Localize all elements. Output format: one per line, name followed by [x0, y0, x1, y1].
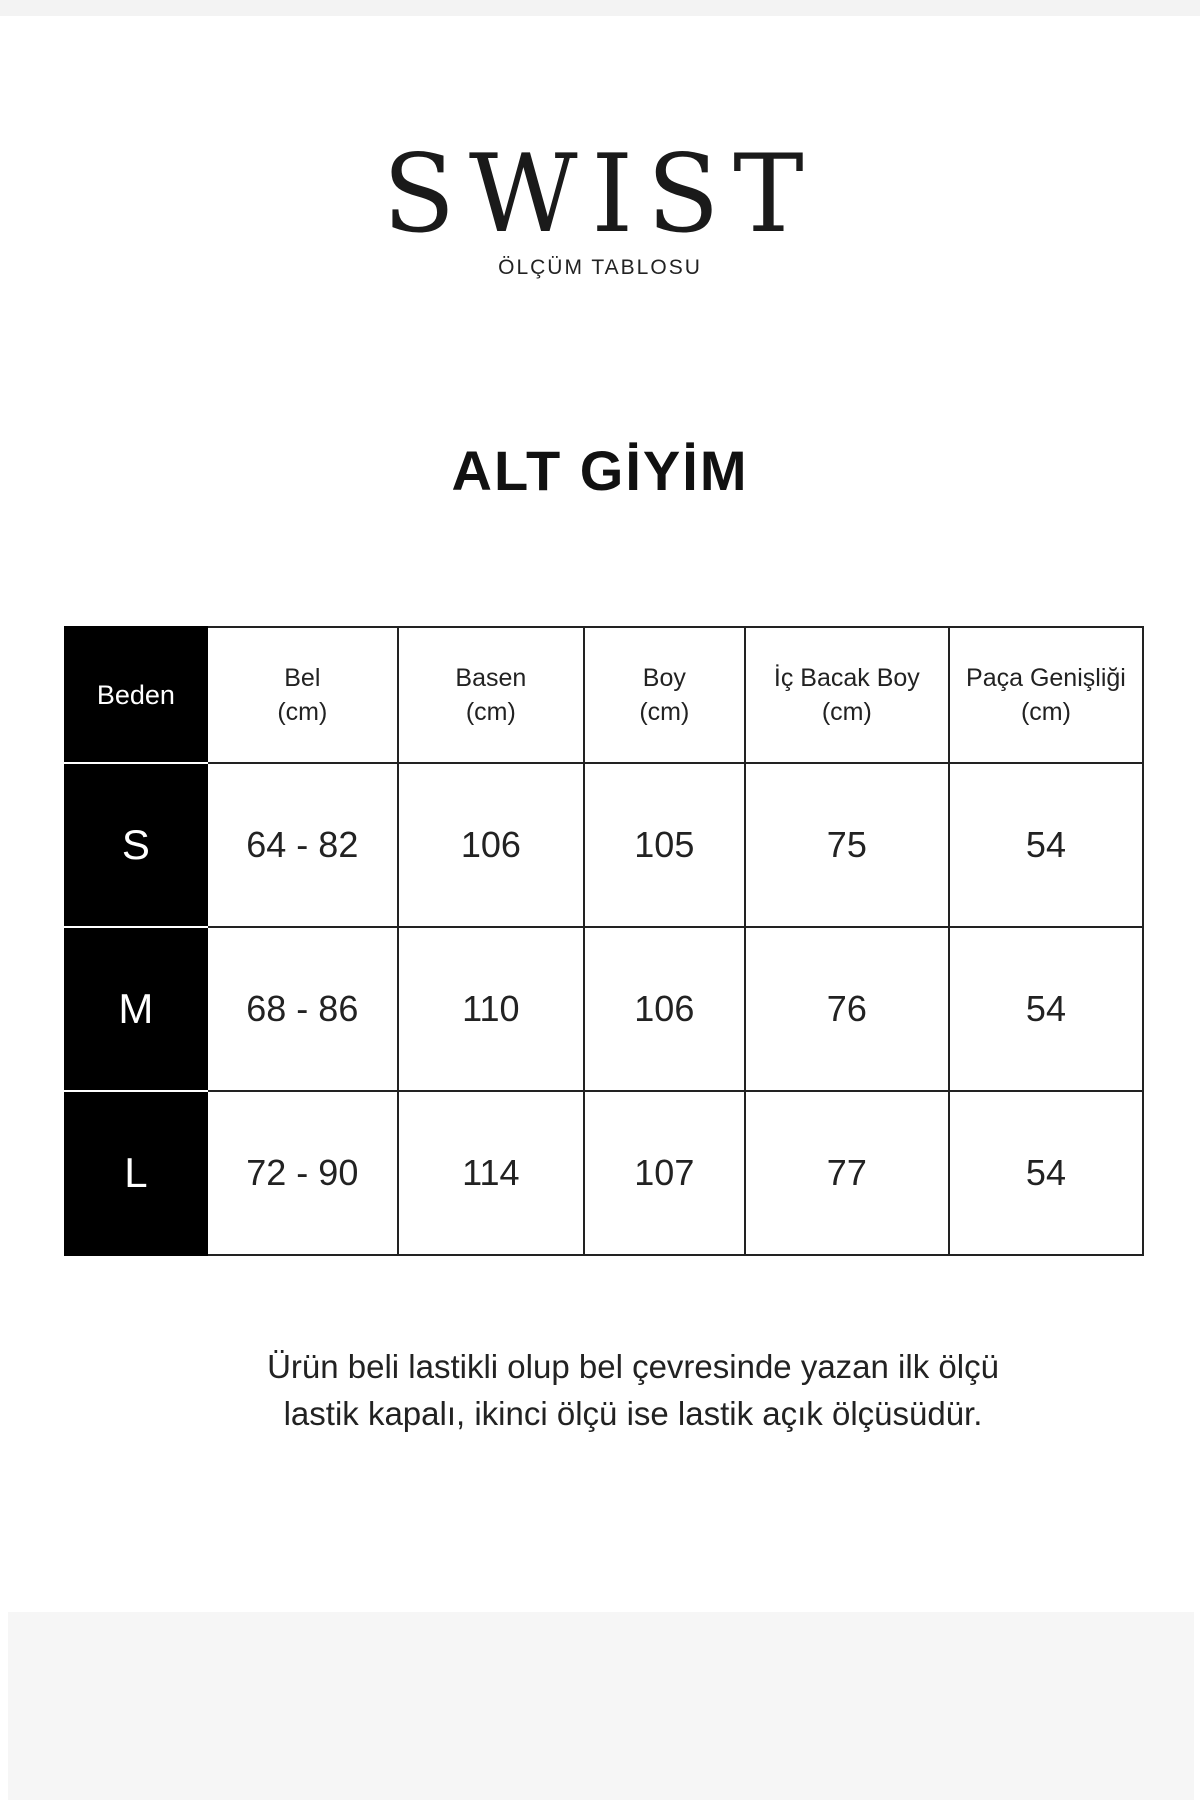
header-beden — [65, 627, 207, 763]
bel-cell: 64 - 82 — [207, 763, 398, 927]
table-row — [65, 927, 1143, 1091]
header-label: Paça Genişliği — [966, 664, 1126, 692]
header-basen — [398, 627, 584, 763]
size-cell: L — [65, 1091, 207, 1255]
header-paca-genisligi — [949, 627, 1143, 763]
header-unit: (cm) — [639, 698, 690, 726]
paca-cell: 54 — [949, 763, 1143, 927]
size-table — [64, 626, 1144, 1256]
boy-cell: 106 — [584, 927, 745, 1091]
bottom-band — [8, 1612, 1194, 1800]
header-ic-bacak-boy — [745, 627, 949, 763]
size-note — [0, 1343, 1200, 1437]
header-label: Beden — [96, 680, 175, 710]
brand-subtitle: ÖLÇÜM TABLOSU — [498, 256, 702, 279]
paca-cell: 54 — [949, 927, 1143, 1091]
header-label: Boy — [642, 664, 686, 692]
top-band — [0, 0, 1200, 16]
bel-cell: 72 - 90 — [207, 1091, 398, 1255]
table-header-row — [65, 627, 1143, 763]
header-boy — [584, 627, 745, 763]
basen-cell: 114 — [398, 1091, 584, 1255]
bel-cell: 68 - 86 — [207, 927, 398, 1091]
header-bel — [207, 627, 398, 763]
header-unit: (cm) — [821, 698, 872, 726]
header-label: Basen — [455, 664, 527, 692]
note-line-2: lastik kapalı, ikinci ölçü ise lastik açık ölçüsüdür. — [283, 1395, 983, 1432]
header-unit: (cm) — [465, 698, 516, 726]
boy-cell: 107 — [584, 1091, 745, 1255]
table-row — [65, 1091, 1143, 1255]
header-unit: (cm) — [1020, 698, 1071, 726]
ic-bacak-cell: 76 — [745, 927, 949, 1091]
size-cell: M — [65, 927, 207, 1091]
header-label: Bel — [284, 664, 321, 692]
brand-logo: SWIST — [382, 132, 818, 257]
note-line-1: Ürün beli lastikli olup bel çevresinde yazan ilk ölçü — [267, 1348, 999, 1385]
ic-bacak-cell: 77 — [745, 1091, 949, 1255]
header-label: İç Bacak Boy — [773, 664, 920, 692]
ic-bacak-cell: 75 — [745, 763, 949, 927]
section-title: ALT GİYİM — [451, 439, 749, 502]
header-unit: (cm) — [277, 698, 328, 726]
basen-cell: 106 — [398, 763, 584, 927]
basen-cell: 110 — [398, 927, 584, 1091]
size-cell: S — [65, 763, 207, 927]
table-row — [65, 763, 1143, 927]
paca-cell: 54 — [949, 1091, 1143, 1255]
boy-cell: 105 — [584, 763, 745, 927]
